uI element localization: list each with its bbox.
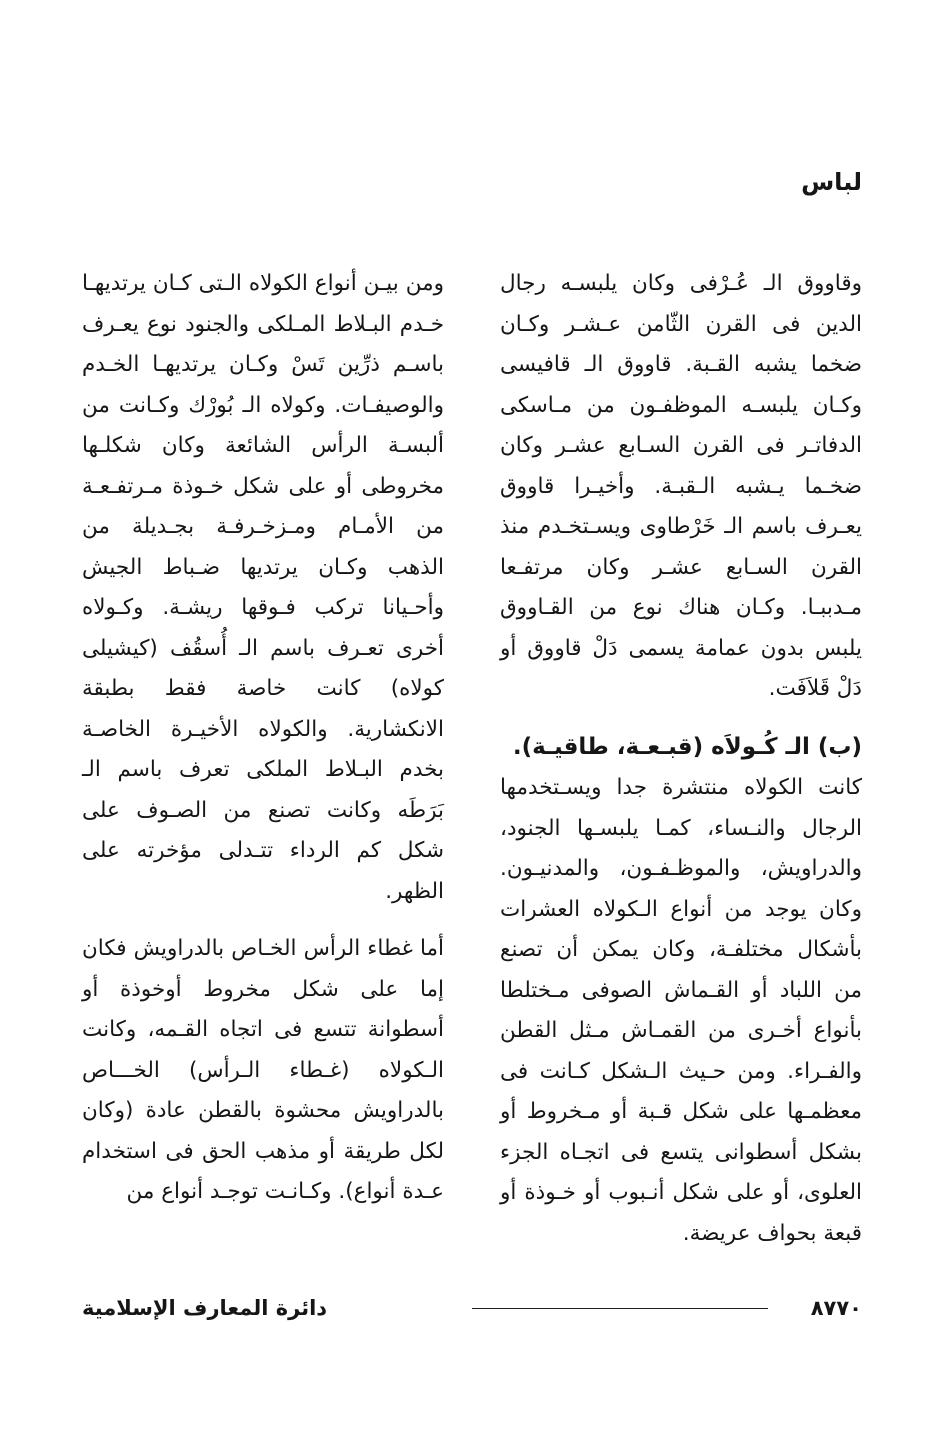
paragraph: وقاووق الـ عُـرْفى وكان يلبسـه رجال الدين فى القرن الثّامن عـشـر وكـان ضخما يشبه القـبة. قاووق الـ قافيسى وكـان يلبسـه الموظفـون من مـاسكى الدفاتـر فى القرن السـابع عشـر وكان ضخـما يـشبه الـقبـة. وأخيـرا قاووق يعـرف باسم الـ خَرْطاوى ويسـتخـدم منذ القرن السـابع عشـر وكان مرتفـعا مـدببـا. وكـان هناك نوع من القـاووق يلبس بدون عمامة يسمى دَلْ قاووق أو دَلْ قَلاَفَت. <box>500 271 862 701</box>
page-number: ٨٧٧٠ <box>810 1296 862 1320</box>
text-column-left <box>82 264 444 1213</box>
text-column-right <box>500 264 862 1254</box>
running-title: لباس <box>801 168 862 196</box>
page-footer <box>82 1288 862 1328</box>
paragraph: ومن بيـن أنواع الكولاه الـتى كـان يرتديهـا خـدم البـلاط المـلكى والجنود نوع يعـرف باسـم ذرِّين تَسْ وكـان يرتديهـا الخـدم والوصيفـات. وكولاه الـ بُورْك وكـانت من ألبسـة الرأس الشائعة وكان شكلـها مخروطى أو على شكل خـوذة مـرتفـعـة من الأمـام ومـزخـرفـة بجـديلة من الذهب وكـان يرتديها ضـباط الجيش وأحـيانا تركب فـوقها ريشـة. وكـولاه أخرى تعـرف باسم الـ أُسقُف (كيشيلى كولاه) كانت خاصة فقط بطبقة الانكشارية. والكولاه الأخيـرة الخاصـة بخدم البـلاط الملكى تعرف باسم الـ بَرَطَه وكانت تصنع من الصـوف على شكل كم الرداء تتـدلى مؤخرته على الظهر. <box>82 271 444 904</box>
footer-rule <box>472 1308 768 1309</box>
section-body <box>500 727 862 1255</box>
paragraph: أما غطاء الرأس الخـاص بالدراويش فكان إما على شكل مخروط أوخوذة أو أسطوانة تتسع فى اتجاه القـمه، وكانت الـكولاه (غـطاء الـرأس) الخـــاص بالدراويش محشوة بالقطن عادة (وكان لكل طريقة أو مذهب الحق فى استخدام عـدة أنواع). وكـانـت توجـد أنواع من <box>82 936 444 1204</box>
publication-title: دائرة المعارف الإسلامية <box>82 1296 328 1320</box>
section-heading: (ب) الـ كُـولاَه (قبـعـة، طاقيـة). <box>512 733 862 760</box>
paragraph: كانت الكولاه منتشرة جدا ويسـتخدمها الرجال والنـساء، كمـا يلبسـها الجنود، والدراويش، والموظـفـون، والمدنيـون. وكان يوجد من أنواع الـكولاه العشرات بأشكال مختلفـة، وكان يمكن أن تصنع من اللباد أو القـماش الصوفى مـختلطا بأنواع أخـرى من القمـاش مـثل القطن والفـراء. ومن حـيث الـشكل كـانت فى معظمـها على شكل قـبة أو مـخروط أو بشكل أسطوانى يتسع فى اتجـاه الجزء العلوى، أو على شكل أنـبوب أو خـوذة أو قبعة بحواف عريضة. <box>500 775 862 1246</box>
